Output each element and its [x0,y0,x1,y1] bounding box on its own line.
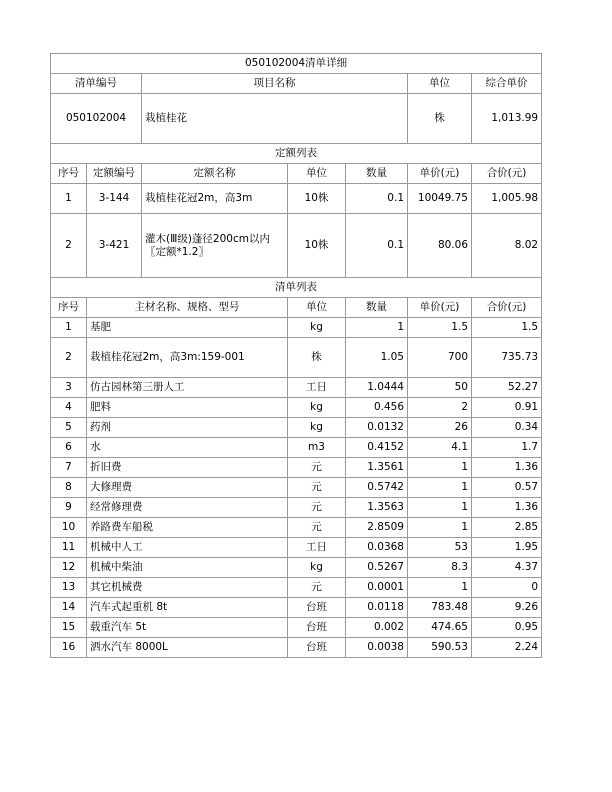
item-price: 1,013.99 [472,94,542,144]
material-unit: 工日 [288,538,346,558]
material-price: 783.48 [408,598,472,618]
material-qty: 0.5742 [346,478,408,498]
material-price: 590.53 [408,638,472,658]
material-row [51,578,542,598]
material-total: 1.95 [472,538,542,558]
material-seq: 2 [51,338,87,378]
material-total: 0.95 [472,618,542,638]
materials-section-title: 清单列表 [51,278,542,298]
header-bill-code: 清单编号 [51,74,142,94]
quota-unit: 10株 [288,214,346,278]
material-qty: 0.4152 [346,438,408,458]
materials-header-row [51,298,542,318]
material-row [51,478,542,498]
material-seq: 9 [51,498,87,518]
material-qty: 0.0132 [346,418,408,438]
material-name: 仿古园林第三册人工 [87,378,288,398]
materials-header-seq: 序号 [51,298,87,318]
quota-header-row [51,164,542,184]
material-total: 1.7 [472,438,542,458]
material-total: 1.36 [472,458,542,478]
material-row [51,638,542,658]
item-name: 栽植桂花 [142,94,408,144]
material-unit: 元 [288,578,346,598]
material-qty: 1.3561 [346,458,408,478]
material-qty: 1 [346,318,408,338]
table-title: 050102004清单详细 [51,54,542,74]
material-total: 9.26 [472,598,542,618]
quota-header-total: 合价(元) [472,164,542,184]
material-row [51,458,542,478]
material-name: 养路费车船税 [87,518,288,538]
material-unit: kg [288,398,346,418]
material-row [51,558,542,578]
material-name: 基肥 [87,318,288,338]
material-price: 53 [408,538,472,558]
material-seq: 10 [51,518,87,538]
material-total: 0.57 [472,478,542,498]
material-name: 药剂 [87,418,288,438]
material-unit: m3 [288,438,346,458]
quota-header-code: 定额编号 [87,164,142,184]
material-total: 1.5 [472,318,542,338]
material-total: 735.73 [472,338,542,378]
material-unit: 台班 [288,618,346,638]
item-header-row [51,74,542,94]
material-row [51,398,542,418]
material-price: 26 [408,418,472,438]
material-qty: 0.0001 [346,578,408,598]
material-seq: 3 [51,378,87,398]
material-row [51,618,542,638]
quota-section-title: 定额列表 [51,144,542,164]
materials-header-name: 主材名称、规格、型号 [87,298,288,318]
material-price: 1 [408,458,472,478]
material-price: 1 [408,478,472,498]
materials-section-row [51,278,542,298]
material-unit: 元 [288,498,346,518]
material-price: 4.1 [408,438,472,458]
material-total: 52.27 [472,378,542,398]
material-name: 大修理费 [87,478,288,498]
material-qty: 1.3563 [346,498,408,518]
quota-name: 栽植桂花冠2m，高3m [142,184,288,214]
material-qty: 0.456 [346,398,408,418]
material-name: 经常修理费 [87,498,288,518]
quota-row [51,214,542,278]
quota-price: 80.06 [408,214,472,278]
quota-unit: 10株 [288,184,346,214]
item-code: 050102004 [51,94,142,144]
material-seq: 11 [51,538,87,558]
material-row [51,598,542,618]
material-seq: 6 [51,438,87,458]
material-row [51,318,542,338]
material-row [51,498,542,518]
material-seq: 7 [51,458,87,478]
material-price: 1.5 [408,318,472,338]
quota-header-qty: 数量 [346,164,408,184]
material-unit: kg [288,318,346,338]
material-row [51,538,542,558]
quota-header-price: 单价(元) [408,164,472,184]
material-seq: 16 [51,638,87,658]
material-total: 0 [472,578,542,598]
title-row [51,54,542,74]
material-total: 1.36 [472,498,542,518]
material-name: 其它机械费 [87,578,288,598]
table-body [51,54,542,658]
material-price: 2 [408,398,472,418]
material-unit: 株 [288,338,346,378]
quota-header-seq: 序号 [51,164,87,184]
material-total: 0.34 [472,418,542,438]
materials-header-qty: 数量 [346,298,408,318]
material-price: 1 [408,518,472,538]
material-price: 474.65 [408,618,472,638]
material-name: 折旧费 [87,458,288,478]
material-total: 2.24 [472,638,542,658]
quota-total: 1,005.98 [472,184,542,214]
material-price: 1 [408,578,472,598]
material-seq: 14 [51,598,87,618]
quota-section-row [51,144,542,164]
material-total: 4.37 [472,558,542,578]
material-unit: 台班 [288,598,346,618]
material-row [51,438,542,458]
material-name: 汽车式起重机 8t [87,598,288,618]
material-name: 机械中柴油 [87,558,288,578]
quota-name: 灌木(Ⅲ级)蓬径200cm以内〖定额*1.2〗 [142,214,288,278]
material-price: 8.3 [408,558,472,578]
material-qty: 0.0038 [346,638,408,658]
material-seq: 4 [51,398,87,418]
material-name: 肥料 [87,398,288,418]
material-qty: 0.002 [346,618,408,638]
materials-header-total: 合价(元) [472,298,542,318]
material-seq: 8 [51,478,87,498]
material-unit: 元 [288,458,346,478]
header-unit: 单位 [408,74,472,94]
header-item-name: 项目名称 [142,74,408,94]
item-row [51,94,542,144]
material-qty: 2.8509 [346,518,408,538]
material-unit: kg [288,558,346,578]
material-total: 2.85 [472,518,542,538]
material-name: 载重汽车 5t [87,618,288,638]
material-total: 0.91 [472,398,542,418]
quota-price: 10049.75 [408,184,472,214]
quota-code: 3-421 [87,214,142,278]
quota-code: 3-144 [87,184,142,214]
material-name: 栽植桂花冠2m，高3m:159-001 [87,338,288,378]
materials-header-unit: 单位 [288,298,346,318]
materials-header-price: 单价(元) [408,298,472,318]
material-name: 洒水汽车 8000L [87,638,288,658]
material-price: 1 [408,498,472,518]
header-unit-price: 综合单价 [472,74,542,94]
material-row [51,378,542,398]
material-seq: 5 [51,418,87,438]
material-seq: 13 [51,578,87,598]
quota-seq: 2 [51,214,87,278]
quota-qty: 0.1 [346,184,408,214]
material-name: 机械中人工 [87,538,288,558]
material-row [51,338,542,378]
material-qty: 0.5267 [346,558,408,578]
quota-header-unit: 单位 [288,164,346,184]
quota-total: 8.02 [472,214,542,278]
material-qty: 0.0118 [346,598,408,618]
material-qty: 1.05 [346,338,408,378]
material-unit: 元 [288,518,346,538]
material-unit: kg [288,418,346,438]
material-qty: 1.0444 [346,378,408,398]
item-unit: 株 [408,94,472,144]
material-row [51,418,542,438]
quota-qty: 0.1 [346,214,408,278]
material-row [51,518,542,538]
quota-row [51,184,542,214]
material-unit: 工日 [288,378,346,398]
material-name: 水 [87,438,288,458]
quota-seq: 1 [51,184,87,214]
bill-detail-table [50,53,542,658]
material-seq: 12 [51,558,87,578]
material-unit: 元 [288,478,346,498]
material-qty: 0.0368 [346,538,408,558]
material-seq: 15 [51,618,87,638]
material-seq: 1 [51,318,87,338]
material-price: 50 [408,378,472,398]
material-unit: 台班 [288,638,346,658]
quota-header-name: 定额名称 [142,164,288,184]
material-price: 700 [408,338,472,378]
